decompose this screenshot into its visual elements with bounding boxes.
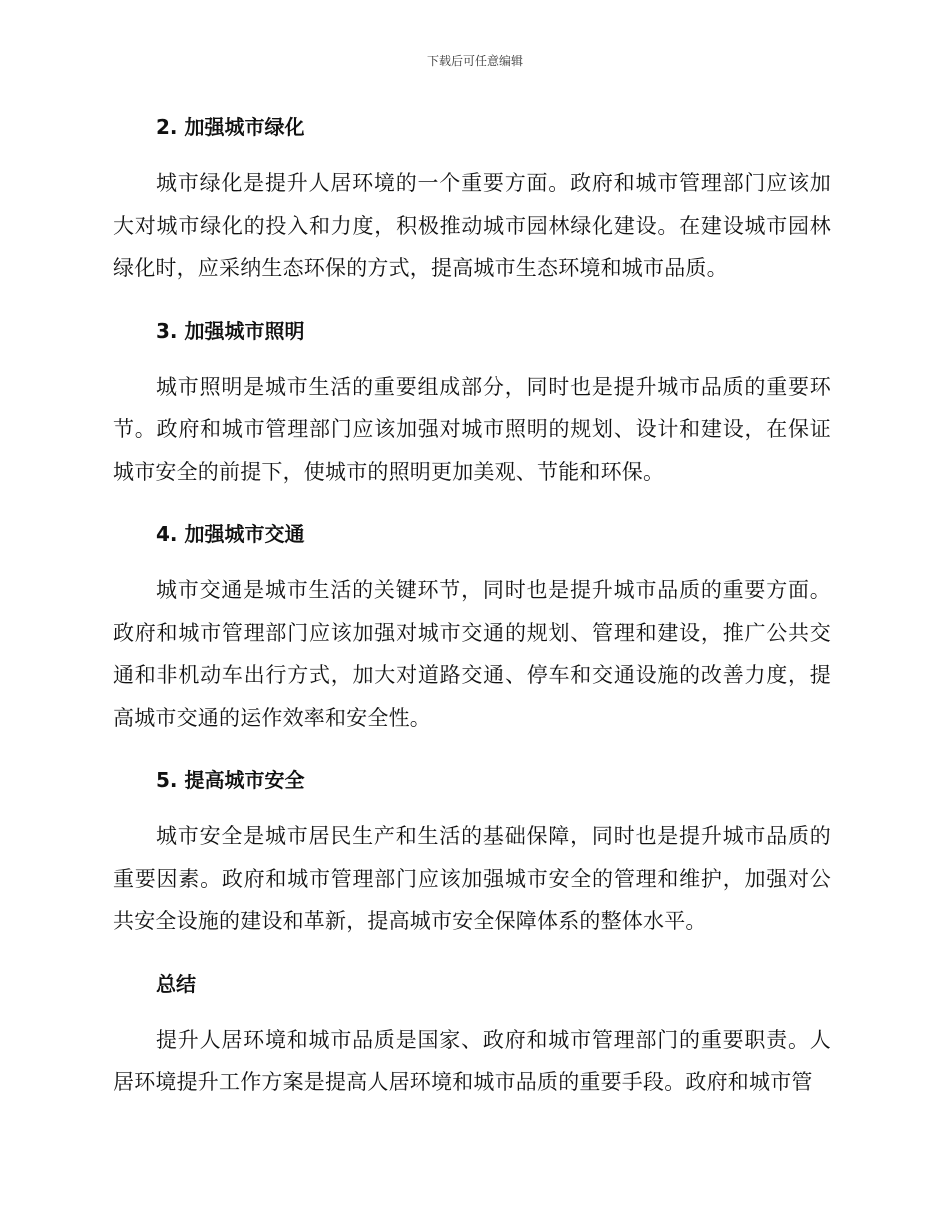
section-heading-greening: 2. 加强城市绿化: [156, 115, 305, 139]
section-paragraph-greening: 城市绿化是提升人居环境的一个重要方面。政府和城市管理部门应该加大对城市绿化的投入和力度，积极推动城市园林绿化建设。在建设城市园林绿化时，应采纳生态环保的方式，提高城市生态环境和城市品质。: [113, 171, 831, 280]
section-paragraph-safety: 城市安全是城市居民生产和生活的基础保障，同时也是提升城市品质的重要因素。政府和城市管理部门应该加强城市安全的管理和维护，加强对公共安全设施的建设和革新，提高城市安全保障体系的整体水平。: [113, 824, 831, 933]
section-heading-summary: 总结: [156, 971, 196, 996]
section-heading-transport: 4. 加强城市交通: [156, 522, 305, 546]
section-paragraph-transport: 城市交通是城市生活的关键环节，同时也是提升城市品质的重要方面。政府和城市管理部门应该加强对城市交通的规划、管理和建设，推广公共交通和非机动车出行方式，加大对道路交通、停车和交通设施的改善力度，提高城市交通的运作效率和安全性。: [113, 578, 831, 730]
page-header: 下载后可任意编辑: [426, 54, 523, 68]
section-heading-safety: 5. 提高城市安全: [156, 768, 305, 792]
section-heading-lighting: 3. 加强城市照明: [156, 318, 305, 343]
section-paragraph-summary: 提升人居环境和城市品质是国家、政府和城市管理部门的重要职责。人居环境提升工作方案是提高人居环境和城市品质的重要手段。政府和城市管: [113, 1027, 831, 1094]
document-body: [113, 106, 831, 1104]
section-paragraph-lighting: 城市照明是城市生活的重要组成部分，同时也是提升城市品质的重要环节。政府和城市管理部门应该加强对城市照明的规划、设计和建设，在保证城市安全的前提下，使城市的照明更加美观、节能和环保。: [113, 374, 831, 484]
